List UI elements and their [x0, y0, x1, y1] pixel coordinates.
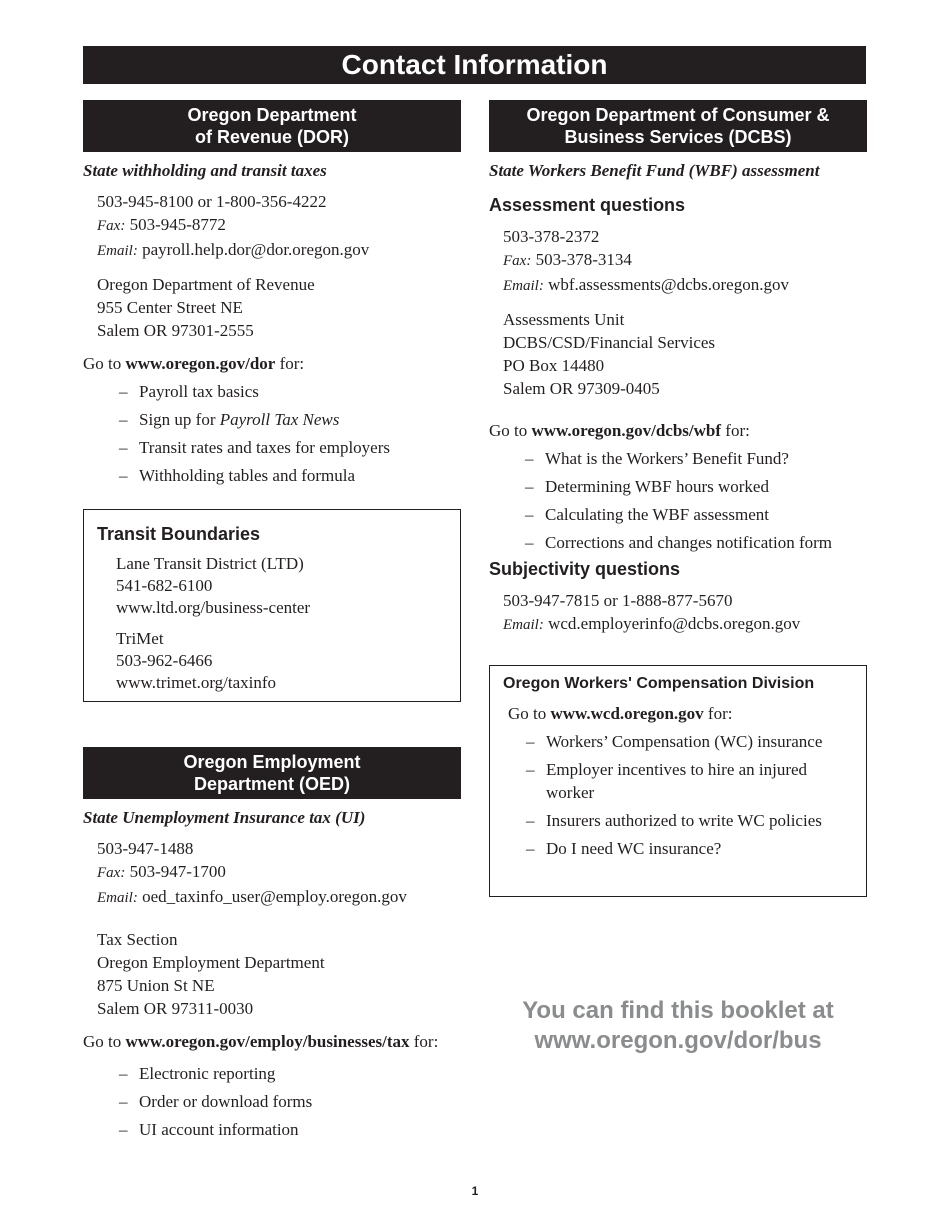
oed-address: [97, 928, 461, 1020]
list-item: – Withholding tables and formula: [119, 464, 461, 487]
list-item-text: Sign up for: [139, 410, 216, 429]
dcbs-email[interactable]: wbf.assessments@dcbs.oregon.gov: [548, 275, 789, 294]
dor-heading-line2: of Revenue (DOR): [194, 127, 349, 147]
dcbs-address-line: PO Box 14480: [503, 356, 605, 375]
transit-ltd: [116, 553, 447, 619]
oed-address-line: 875 Union St NE: [97, 976, 215, 995]
oed-heading: [83, 747, 461, 799]
transit-heading: Transit Boundaries: [97, 524, 261, 544]
oed-links-list: [83, 1062, 461, 1141]
subj-email-label: Email:: [503, 617, 544, 633]
wcd-links-list: [503, 730, 853, 860]
list-item: – Insurers authorized to write WC policies: [526, 809, 853, 832]
dor-phone: 503-945-8100 or 1-800-356-4222: [97, 192, 327, 211]
wcd-heading: Oregon Workers' Compensation Division: [503, 675, 815, 692]
dor-subtitle: State withholding and transit taxes: [83, 161, 327, 180]
dcbs-address-line: Salem OR 97309-0405: [503, 379, 660, 398]
right-column: [489, 100, 867, 897]
dor-address-line: Salem OR 97301-2555: [97, 321, 254, 340]
dcbs-subtitle: State Workers Benefit Fund (WBF) assessment: [489, 161, 820, 180]
dcbs-goto: [489, 419, 867, 442]
oed-heading-line2: Department (OED): [193, 774, 350, 794]
dcbs-address-line: DCBS/CSD/Financial Services: [503, 333, 716, 352]
subj-phone: 503-947-7815 or 1-888-877-5670: [503, 591, 733, 610]
oed-address-line: Salem OR 97311-0030: [97, 999, 254, 1018]
oed-fax: 503-947-1700: [129, 862, 226, 881]
dcbs-heading-line1: Oregon Department of Consumer &: [526, 105, 830, 125]
list-item-italic: Payroll Tax News: [219, 410, 340, 429]
dor-contact: [97, 190, 461, 263]
list-item: – Employer incentives to hire an injured worker: [526, 758, 853, 804]
oed-goto: [83, 1030, 461, 1053]
dor-email[interactable]: payroll.help.dor@dor.oregon.gov: [142, 240, 370, 259]
wcd-box: [489, 665, 867, 897]
list-item: – UI account information: [119, 1118, 461, 1141]
dcbs-fax-label: Fax:: [503, 253, 532, 269]
list-item: – Payroll tax basics: [119, 380, 461, 403]
goto-suffix: for:: [413, 1032, 439, 1051]
trimet-url[interactable]: www.trimet.org/taxinfo: [116, 673, 277, 692]
dcbs-contact: [503, 225, 867, 298]
dor-heading: [83, 100, 461, 152]
page-title: Contact Information: [83, 46, 866, 84]
dor-address: [97, 273, 461, 342]
dor-goto: [83, 352, 461, 375]
oed-email-label: Email:: [97, 890, 138, 906]
goto-prefix: Go to: [508, 704, 547, 723]
list-item: – Determining WBF hours worked: [525, 475, 867, 498]
dcbs-address-line: Assessments Unit: [503, 310, 625, 329]
wcd-goto: [508, 702, 853, 725]
list-item: [119, 408, 461, 431]
subjectivity-contact: [503, 589, 867, 637]
trimet-name: TriMet: [116, 629, 164, 648]
dcbs-goto-link[interactable]: www.oregon.gov/dcbs/wbf: [531, 421, 722, 440]
dor-address-line: Oregon Department of Revenue: [97, 275, 315, 294]
ltd-url[interactable]: www.ltd.org/business-center: [116, 598, 311, 617]
dcbs-fax: 503-378-3134: [535, 250, 632, 269]
dor-heading-line1: Oregon Department: [187, 105, 357, 125]
trimet-phone: 503-962-6466: [116, 651, 213, 670]
list-item: – Transit rates and taxes for employers: [119, 436, 461, 459]
dcbs-heading-line2: Business Services (DCBS): [564, 127, 792, 147]
list-item: – Order or download forms: [119, 1090, 461, 1113]
oed-email[interactable]: oed_taxinfo_user@employ.oregon.gov: [142, 887, 407, 906]
booklet-promo: [489, 996, 867, 1056]
transit-trimet: [116, 628, 447, 694]
dcbs-email-label: Email:: [503, 278, 544, 294]
dcbs-links-list: [489, 447, 867, 554]
dor-links-list: [83, 380, 461, 487]
wcd-goto-link[interactable]: www.wcd.oregon.gov: [550, 704, 704, 723]
promo-line2[interactable]: www.oregon.gov/dor/bus: [534, 1027, 822, 1054]
dcbs-address: [503, 308, 867, 400]
list-item: – Workers’ Compensation (WC) insurance: [526, 730, 853, 753]
dcbs-phone: 503-378-2372: [503, 227, 600, 246]
oed-address-line: Oregon Employment Department: [97, 953, 325, 972]
promo-line1: You can find this booklet at: [522, 997, 834, 1024]
goto-suffix: for:: [707, 704, 733, 723]
dor-fax-label: Fax:: [97, 218, 126, 234]
oed-contact: [97, 837, 461, 910]
list-item: – What is the Workers’ Benefit Fund?: [525, 447, 867, 470]
oed-fax-label: Fax:: [97, 865, 126, 881]
ltd-phone: 541-682-6100: [116, 576, 213, 595]
subjectivity-heading: Subjectivity questions: [489, 559, 681, 579]
dcbs-heading: [489, 100, 867, 152]
goto-prefix: Go to: [83, 354, 122, 373]
list-item: – Do I need WC insurance?: [526, 837, 853, 860]
oed-phone: 503-947-1488: [97, 839, 194, 858]
oed-heading-line1: Oregon Employment: [183, 752, 361, 772]
ltd-name: Lane Transit District (LTD): [116, 554, 304, 573]
list-item: – Electronic reporting: [119, 1062, 461, 1085]
list-item: – Corrections and changes notification form: [525, 531, 867, 554]
oed-goto-link[interactable]: www.oregon.gov/employ/businesses/tax: [125, 1032, 410, 1051]
goto-suffix: for:: [279, 354, 305, 373]
goto-prefix: Go to: [489, 421, 528, 440]
oed-subtitle: State Unemployment Insurance tax (UI): [83, 808, 366, 827]
transit-box: [83, 509, 461, 702]
list-item: – Calculating the WBF assessment: [525, 503, 867, 526]
goto-prefix: Go to: [83, 1032, 122, 1051]
dor-address-line: 955 Center Street NE: [97, 298, 243, 317]
dor-goto-link[interactable]: www.oregon.gov/dor: [125, 354, 276, 373]
left-column: [83, 100, 461, 1146]
goto-suffix: for:: [725, 421, 750, 440]
dor-email-label: Email:: [97, 243, 138, 259]
subj-email[interactable]: wcd.employerinfo@dcbs.oregon.gov: [548, 614, 801, 633]
oed-address-line: Tax Section: [97, 930, 178, 949]
page-number: 1: [471, 1184, 479, 1198]
assessment-heading: Assessment questions: [489, 195, 686, 215]
dor-fax: 503-945-8772: [129, 215, 226, 234]
